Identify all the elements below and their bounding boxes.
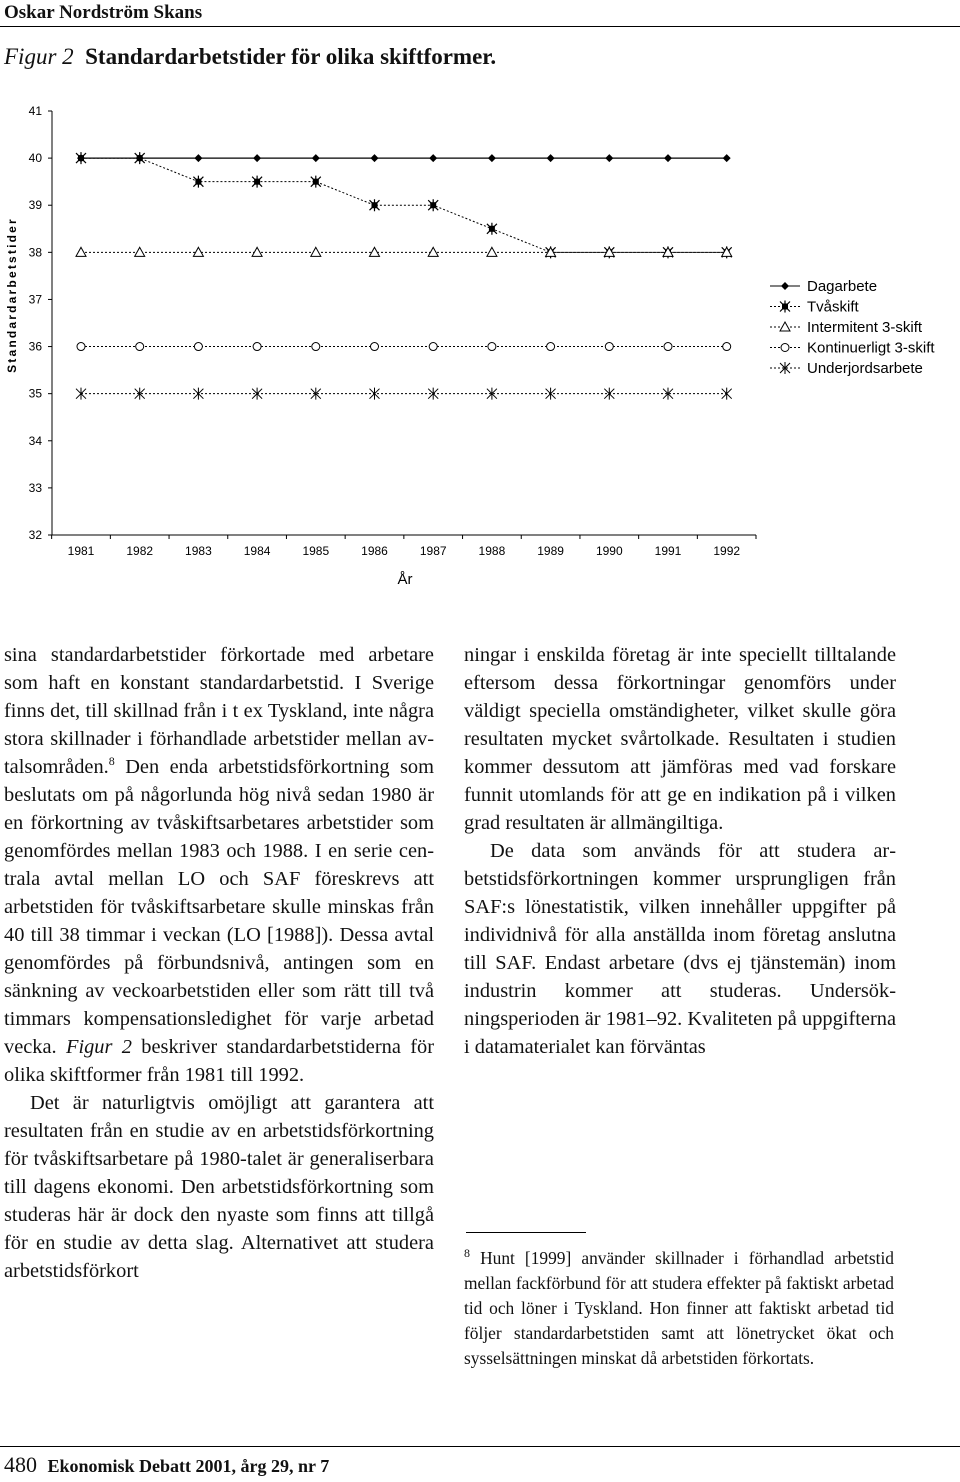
footnote-ref: 8 (108, 754, 115, 769)
figure-label: Figur 2 (4, 44, 74, 69)
data-point (253, 343, 261, 351)
paragraph: ningar i enskilda företag är inte speciellt tilltalande eftersom dessa förkortningar genomförs under väldigt speciella omständigheter, vilket skulle göra resultaten mycket svårtolkade. Resultaten i studien kommer dessutom att jämföras med vad forskare funnit utomlands för att ge en indikation på i vilken grad resultaten är allmängiltiga. (464, 644, 896, 834)
data-point (547, 343, 555, 351)
data-point (723, 154, 731, 162)
y-tick-label: 35 (28, 386, 42, 401)
page-number: 480 (4, 1452, 37, 1477)
paragraph-text: sina standardarbetstider förkortade med arbetare som haft en konstant standardarbetstid. I Sverige finns det, till skillnad från i t ex Tyskland, inte några stora skillnader i förhandlade arbetstider mellan avtalsområden. (4, 644, 434, 778)
x-tick-label: 1983 (185, 544, 212, 558)
x-tick-label: 1982 (126, 544, 154, 558)
data-point (193, 247, 203, 256)
series-markers (76, 152, 732, 400)
body-column-right (464, 641, 896, 1061)
y-tick-label: 39 (28, 198, 42, 213)
y-tick-label: 40 (28, 151, 42, 166)
x-tick-label: 1987 (419, 544, 447, 558)
data-point (428, 247, 438, 256)
data-point (781, 344, 789, 352)
legend-label: Underjordsarbete (807, 360, 923, 377)
data-point (488, 154, 496, 162)
data-point (311, 388, 321, 400)
chart-legend (770, 278, 935, 377)
data-point (252, 247, 262, 256)
data-point (780, 362, 790, 374)
data-point (487, 388, 497, 400)
footer-rule (0, 1446, 960, 1447)
data-point (429, 343, 437, 351)
y-tick-label: 32 (28, 528, 42, 542)
data-point (487, 223, 497, 235)
y-tick-label: 36 (28, 339, 42, 354)
data-point (370, 199, 380, 211)
footnote-text: Hunt [1999] använder skillnader i förhandlad arbetstid mellan fackförbund för att studera effekter på faktiskt arbetad tid och löner i Tyskland. Hon finner att faktiskt arbetad tid följer standardarbetstiden samt att lönetrycket ökat och sysselsättningen minskat då arbetstiden förkortats. (464, 1248, 894, 1368)
line-chart (0, 90, 960, 600)
legend-label: Dagarbete (807, 278, 878, 295)
series-lines (81, 158, 727, 394)
data-point (371, 154, 379, 162)
x-tick-label: 1985 (302, 544, 330, 558)
data-point (136, 343, 144, 351)
running-footer (4, 1452, 329, 1478)
y-axis-label: Standardarbetstider (5, 217, 19, 373)
y-tick-label: 38 (28, 245, 42, 260)
footnote-rule (466, 1232, 586, 1233)
x-tick-label: 1986 (361, 544, 388, 558)
paragraph: Det är naturligtvis omöjligt att garantera att resultaten från en studie av en arbetstidsförkortning för tvåskiftsarbetare på 1980-talet är generaliserbara till dagens ekonomi. Den arbetstidsförkortning som studeras här är dock den nyaste som finns att tillgå för en studie av detta slag. Alternativet att studera arbetstidsförkort (4, 1092, 434, 1282)
data-point (311, 176, 321, 188)
legend-label: Kontinuerligt 3-skift (807, 339, 935, 357)
data-point (664, 343, 672, 351)
data-point (194, 343, 202, 351)
data-point (722, 388, 732, 400)
data-point (370, 247, 380, 256)
x-tick-label: 1989 (537, 544, 564, 558)
y-tick-labels (29, 104, 43, 542)
y-tick-label: 33 (28, 480, 42, 495)
data-point (488, 343, 496, 351)
y-tick-label: 34 (28, 433, 42, 448)
running-header-author: Oskar Nordström Skans (4, 2, 203, 23)
figure-reference: Figur 2 (65, 1036, 132, 1058)
journal-citation: Ekonomisk Debatt 2001, årg 29, nr 7 (47, 1456, 330, 1476)
paragraph (4, 641, 434, 1089)
data-point (487, 247, 497, 256)
data-point (780, 301, 790, 313)
paragraph-text: Den enda arbetstidsförkortning som beslutats om på någorlunda hög nivå sedan 1980 är en förkortning av tvåskiftsarbetares arbetstider som genomfördes mellan 1983 och 1988. I en serie centrala avtal mellan LO och SAF föreskrevs att arbetstiden för tvåskiftsarbetare skulle minskas från 40 till 38 timmar i veckan (LO [1988]). Dessa avtal genomfördes på förbundsnivå, antingen som en sänkning av veckoarbetstiden eller som rätt till två timmars kompensationsledighet för varje arbetad vecka. (4, 756, 434, 1058)
x-tick-label: 1984 (243, 544, 271, 558)
x-axis-label: År (397, 571, 413, 588)
data-point (194, 154, 202, 162)
data-point (312, 154, 320, 162)
data-point (135, 247, 145, 256)
data-point (77, 343, 85, 351)
x-tick-labels (68, 544, 741, 558)
body-column-left (4, 641, 434, 1285)
header-rule (0, 26, 960, 27)
paragraph-text: beskriver standardarbetstiderna för olika skiftformer från 1981 till 1992. (4, 1036, 434, 1086)
legend-label: Tvåskift (807, 298, 859, 316)
data-point (76, 247, 86, 256)
data-point (547, 154, 555, 162)
data-point (312, 343, 320, 351)
figure-title: Standardarbetstider för olika skiftformer. (85, 44, 497, 69)
legend-label: Intermitent 3-skift (807, 319, 923, 336)
y-tick-label: 41 (28, 104, 42, 118)
data-point (76, 388, 86, 400)
data-point (311, 247, 321, 256)
y-tick-label: 37 (28, 292, 42, 307)
chart-axes (48, 111, 756, 539)
data-point (429, 154, 437, 162)
x-tick-label: 1992 (713, 544, 741, 558)
data-point (371, 343, 379, 351)
x-tick-label: 1991 (654, 544, 682, 558)
data-point (781, 282, 789, 290)
footnote (464, 1246, 894, 1371)
data-point (664, 154, 672, 162)
data-point (663, 388, 673, 400)
data-point (723, 343, 731, 351)
footnote-number: 8 (464, 1246, 470, 1261)
x-tick-label: 1981 (67, 544, 95, 558)
figure-caption (4, 44, 496, 70)
x-tick-label: 1988 (478, 544, 506, 558)
series-line (81, 158, 727, 252)
paragraph: De data som används för att studera arbetstidsförkortningen kommer ursprungligen från SAF:s lönestatistik, vilken innehåller uppgifter på individnivå för alla anställda inom företag anslutna till SAF. Endast arbetare (dvs ej tjänstemän) inom industrin kommer att studeras. Undersökningsperioden är 1981–92. Kvaliteten på uppgifterna i datamaterialet kan förväntas (464, 840, 896, 1058)
data-point (780, 322, 790, 331)
data-point (605, 343, 613, 351)
data-point (135, 388, 145, 400)
data-point (253, 154, 261, 162)
x-tick-label: 1990 (595, 544, 623, 558)
data-point (605, 154, 613, 162)
